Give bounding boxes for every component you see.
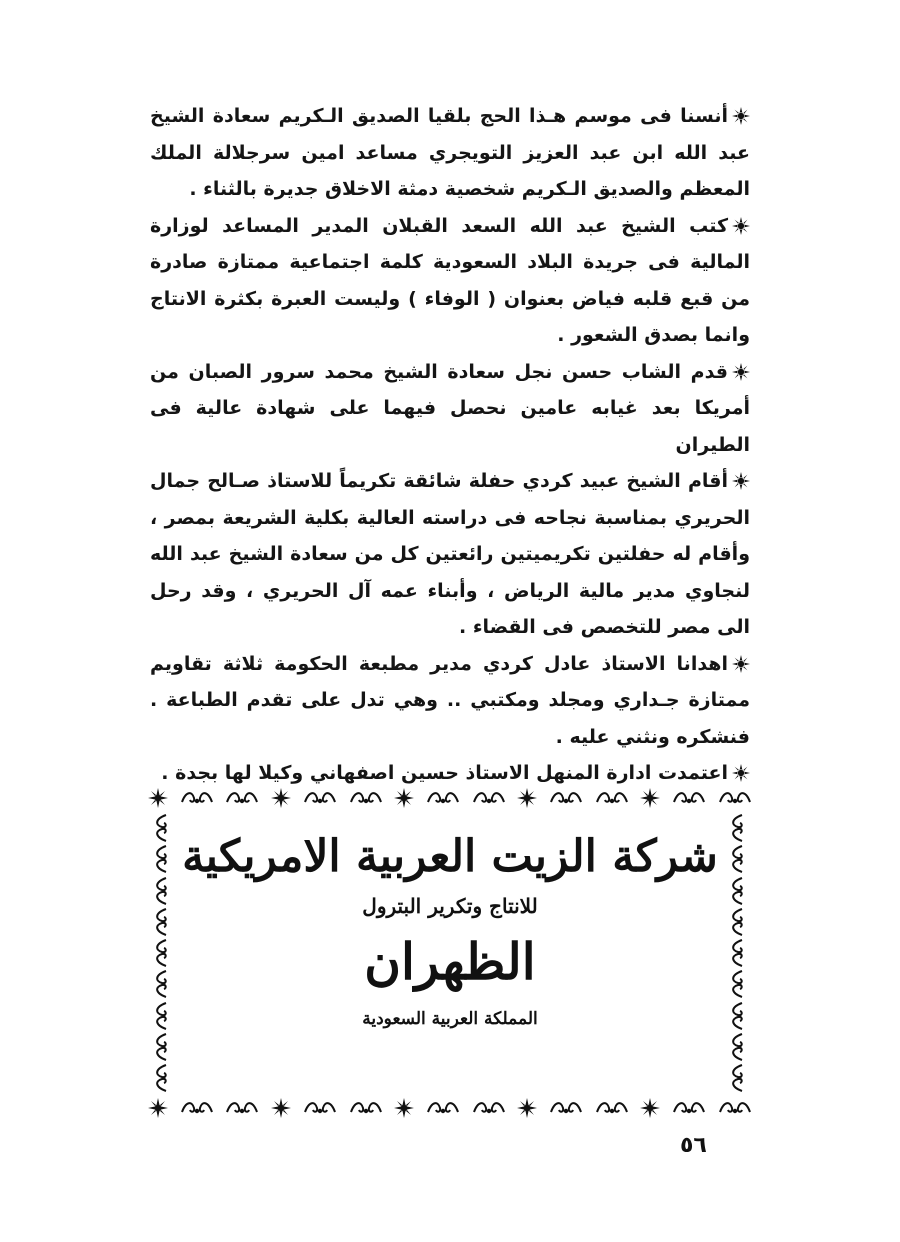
floral-scroll-icon bbox=[225, 1099, 259, 1117]
news-column bbox=[150, 98, 750, 792]
floral-scroll-icon bbox=[472, 789, 506, 807]
floral-scroll-icon bbox=[153, 844, 171, 874]
floral-scroll-icon bbox=[303, 1099, 337, 1117]
floral-scroll-icon bbox=[729, 1063, 747, 1093]
floral-scroll-icon bbox=[349, 789, 383, 807]
ornament-star-icon bbox=[148, 788, 168, 808]
news-item: أقام الشيخ عبيد كردي حفلة شائقة تكريماً للاستاذ صـالح جمال الحريري بمناسبة نجاحه فى دراسته العالية بكلية الشريعة بمصر ، وأقام له حفلتين تكريميتين رائعتين كل من سعادة الشيخ عبد الله لنجاوي مدير مالية الرياض ، وأبناء عمه آل الحريري ، وقد رحل الى مصر للتخصص فى القضاء . bbox=[150, 470, 750, 638]
floral-scroll-icon bbox=[672, 1099, 706, 1117]
ornament-star-icon bbox=[148, 1098, 168, 1118]
ornament-star-icon bbox=[394, 788, 414, 808]
ornamental-star-icon bbox=[732, 363, 750, 381]
advertisement-body bbox=[178, 813, 722, 1093]
floral-scroll-icon bbox=[153, 938, 171, 968]
ornamental-star-icon bbox=[732, 107, 750, 125]
floral-scroll-icon bbox=[426, 789, 460, 807]
ornamental-star-icon bbox=[732, 217, 750, 235]
ornament-star-icon bbox=[271, 788, 291, 808]
floral-scroll-icon bbox=[729, 1032, 747, 1062]
floral-scroll-icon bbox=[153, 907, 171, 937]
floral-scroll-icon bbox=[153, 1032, 171, 1062]
floral-scroll-icon bbox=[729, 969, 747, 999]
floral-scroll-icon bbox=[729, 813, 747, 843]
ornamental-star-icon bbox=[732, 764, 750, 782]
floral-scroll-icon bbox=[549, 789, 583, 807]
ornament-star-icon bbox=[517, 788, 537, 808]
floral-scroll-icon bbox=[729, 938, 747, 968]
ornament-star-icon bbox=[640, 788, 660, 808]
floral-scroll-icon bbox=[729, 1001, 747, 1031]
ornament-star-icon bbox=[394, 1098, 414, 1118]
news-item: أنسنا فى موسم هـذا الحج بلقيا الصديق الـكريم سعادة الشيخ عبد الله ابن عبد العزيز التويجري مساعد امين سرجلالة الملك المعظم والصديق الـكريم شخصية دمثة الاخلاق جديرة بالثناء . bbox=[150, 105, 750, 200]
floral-scroll-icon bbox=[595, 1099, 629, 1117]
ornamental-star-icon bbox=[732, 472, 750, 490]
company-subtitle: للانتاج وتكرير البترول bbox=[362, 894, 538, 918]
floral-scroll-icon bbox=[729, 907, 747, 937]
floral-scroll-icon bbox=[153, 1063, 171, 1093]
news-item: اهدانا الاستاذ عادل كردي مدير مطبعة الحكومة ثلاثة تقاويم ممتازة جـداري ومجلد ومكتبي .. وهي تدل على تقدم الطباعة . فنشكره ونثني عليه . bbox=[150, 652, 750, 748]
floral-scroll-icon bbox=[595, 789, 629, 807]
floral-scroll-icon bbox=[153, 813, 171, 843]
page-number: ٥٦ bbox=[680, 1133, 707, 1158]
company-name: شركة الزيت العربية الامريكية bbox=[182, 831, 718, 882]
ornamental-border-top bbox=[148, 785, 752, 811]
ornamental-border-right bbox=[726, 813, 750, 1093]
ornamental-star-icon bbox=[732, 655, 750, 673]
floral-scroll-icon bbox=[225, 789, 259, 807]
aramco-advertisement bbox=[148, 783, 752, 1123]
floral-scroll-icon bbox=[729, 844, 747, 874]
company-country: المملكة العربية السعودية bbox=[362, 1009, 538, 1029]
floral-scroll-icon bbox=[718, 1099, 752, 1117]
news-item: اعتمدت ادارة المنهل الاستاذ حسين اصفهاني وكيلا لها بجدة . bbox=[150, 755, 750, 792]
ornamental-border-bottom bbox=[148, 1095, 752, 1121]
floral-scroll-icon bbox=[153, 1001, 171, 1031]
ornament-star-icon bbox=[271, 1098, 291, 1118]
floral-scroll-icon bbox=[729, 876, 747, 906]
floral-scroll-icon bbox=[672, 789, 706, 807]
floral-scroll-icon bbox=[153, 876, 171, 906]
floral-scroll-icon bbox=[153, 969, 171, 999]
news-item: قدم الشاب حسن نجل سعادة الشيخ محمد سرور الصبان من أمريكا بعد غيابه عامين نحصل فيهما على شهادة عالية فى الطيران bbox=[150, 360, 750, 456]
news-item: كتب الشيخ عبد الله السعد القبلان المدير المساعد لوزارة المالية فى جريدة البلاد السعودية كلمة اجتماعية ممتازة صادرة من قبع قلبه فياض بعنوان ( الوفاء ) وليست العبرة بكثرة الانتاج وانما بصدق الشعور . bbox=[150, 214, 750, 346]
ornamental-border-left bbox=[150, 813, 174, 1093]
floral-scroll-icon bbox=[303, 789, 337, 807]
floral-scroll-icon bbox=[472, 1099, 506, 1117]
ornament-star-icon bbox=[517, 1098, 537, 1118]
floral-scroll-icon bbox=[426, 1099, 460, 1117]
floral-scroll-icon bbox=[180, 1099, 214, 1117]
floral-scroll-icon bbox=[718, 789, 752, 807]
floral-scroll-icon bbox=[349, 1099, 383, 1117]
ornament-star-icon bbox=[640, 1098, 660, 1118]
floral-scroll-icon bbox=[180, 789, 214, 807]
company-city: الظهران bbox=[364, 932, 536, 991]
floral-scroll-icon bbox=[549, 1099, 583, 1117]
